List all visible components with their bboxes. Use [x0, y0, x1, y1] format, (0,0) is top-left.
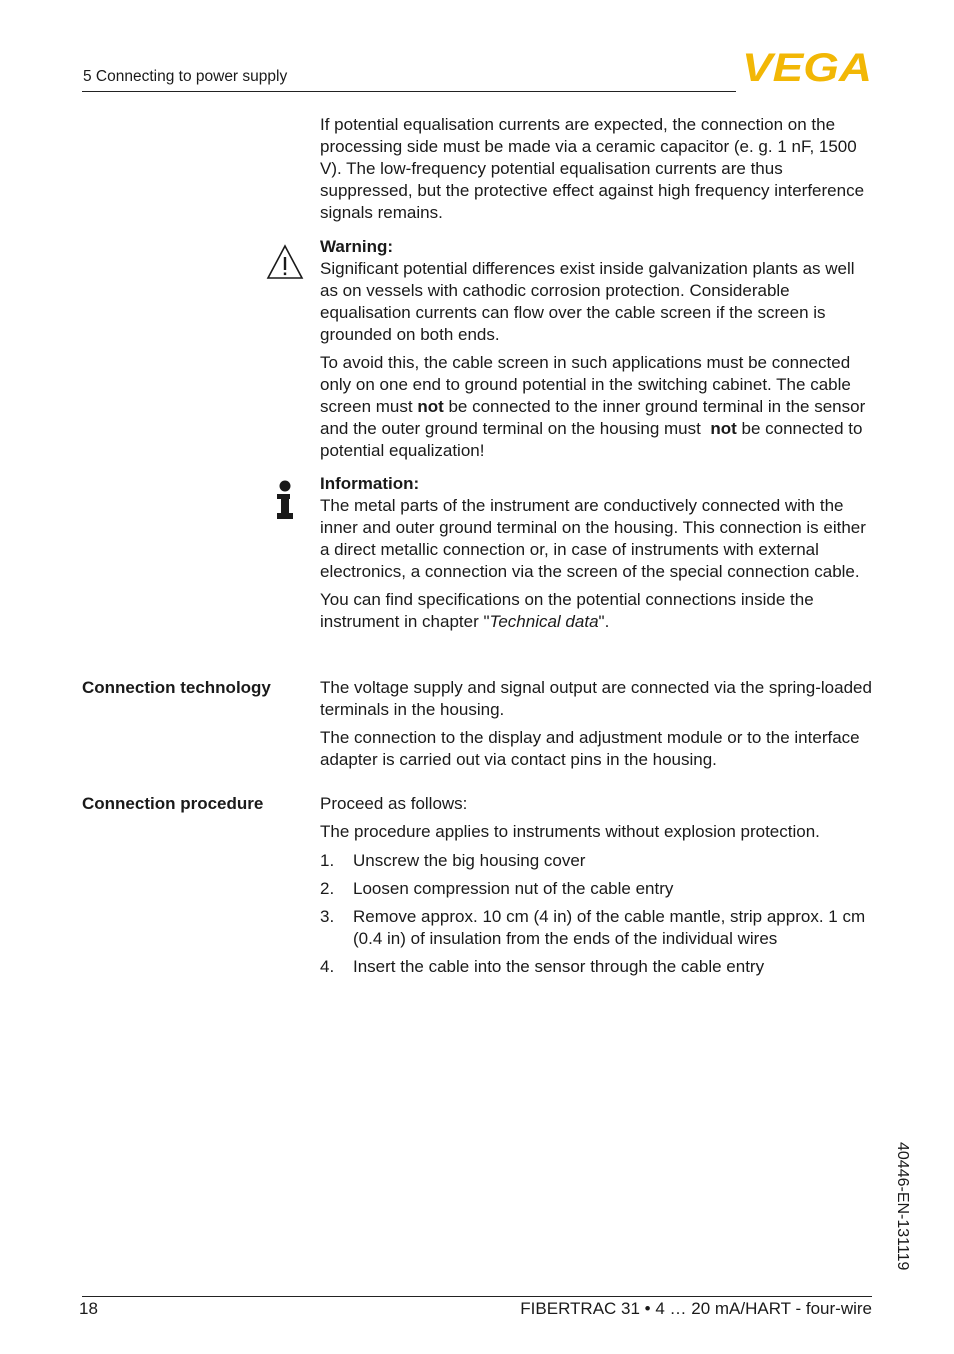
- intro-paragraph: If potential equalisation currents are expected, the connection on the processing side must be made via a ceramic capacitor (e. g. 1 nF, 1500 V). The low-frequency potential equalisation currents are thus suppressed, but the protective effect against high frequency interference signals remains.: [320, 115, 865, 222]
- information-paragraph-2: You can find specifications on the potential connections inside the instrument in chapter "Technical data".: [320, 590, 814, 631]
- information-icon: [274, 480, 296, 520]
- list-item: 4. Insert the cable into the sensor through the cable entry: [320, 957, 765, 976]
- warning-triangle-icon: [266, 244, 304, 280]
- information-title: Information:: [320, 474, 420, 493]
- svg-text:VEGA: VEGA: [742, 50, 872, 84]
- header-rule: [82, 91, 736, 92]
- warning-paragraph-2: To avoid this, the cable screen in such applications must be connected only on one end to ground potential in the switching cabinet. The cable screen must not be connected to the inner ground terminal in the sensor and the outer ground terminal on the housing must not be connected to potential equalization!: [320, 353, 866, 460]
- document-code: 40446-EN-131119: [894, 1142, 911, 1271]
- procedure-steps: [320, 850, 876, 978]
- running-header: 5 Connecting to power supply: [83, 68, 288, 85]
- connection-technology-heading: Connection technology: [82, 678, 271, 697]
- information-paragraph-1: The metal parts of the instrument are conductively connected with the inner and outer ground terminal on the housing. This connection is either a direct metallic connection or, in case of instruments with external electronics, a connection via the screen of the special connection cable.: [320, 496, 866, 581]
- connection-technology-text: The voltage supply and signal output are connected via the spring-loaded terminals in the housing. The connection to the display and adjustment module or to the interface adapter is carried out via contact pins in the housing.: [320, 678, 872, 769]
- warning-block: [320, 236, 876, 462]
- connection-procedure-text: Proceed as follows: The procedure applies to instruments without explosion protection. 1. Unscrew the big housing cover 2. Loosen compression nut of the cable entry 3. Remove approx. 10 cm (4 in) of the cable mantle, strip approx. 1 cm (0.4 in) of insulation from the ends of the individual wires 4. Insert the cable into the sensor through the cable entry: [320, 793, 876, 978]
- footer-rule: [82, 1296, 872, 1297]
- list-item: 1. Unscrew the big housing cover: [320, 851, 586, 870]
- page-number: 18: [79, 1299, 98, 1318]
- vega-logo: [742, 50, 872, 84]
- warning-paragraph-1: Significant potential differences exist inside galvanization plants as well as on vessels with cathodic corrosion protection. Considerable equalisation currents can flow over the cable screen if the screen is grounded on both ends.: [320, 259, 855, 344]
- warning-title: Warning:: [320, 237, 394, 256]
- footer-title: FIBERTRAC 31 • 4 … 20 mA/HART - four-wire: [520, 1299, 872, 1318]
- list-item: 2. Loosen compression nut of the cable entry: [320, 879, 674, 898]
- list-item: 3. Remove approx. 10 cm (4 in) of the cable mantle, strip approx. 1 cm (0.4 in) of insulation from the ends of the individual wires: [320, 907, 866, 948]
- connection-procedure-heading: Connection procedure: [82, 794, 264, 813]
- information-block: [320, 473, 876, 633]
